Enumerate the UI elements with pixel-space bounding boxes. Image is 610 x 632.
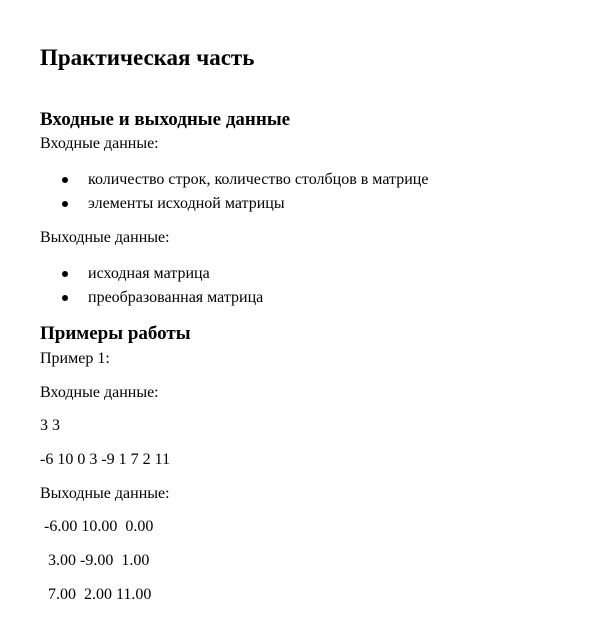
list-item-text: исходная матрица: [88, 265, 210, 282]
list-item: [0, 264, 610, 288]
example-output-label: Выходные данные:: [40, 485, 170, 502]
bullet-icon: [62, 177, 68, 183]
list-item: [0, 194, 610, 218]
io-section-heading: Входные и выходные данные: [40, 109, 291, 130]
output-matrix-row: -6.00 10.00 0.00: [40, 518, 154, 535]
input-data-label: Входные данные:: [40, 135, 159, 152]
input-data-list: [0, 170, 610, 218]
list-item: [0, 288, 610, 312]
list-item-text: преобразованная матрица: [88, 289, 264, 306]
output-data-label: Выходные данные:: [40, 229, 170, 246]
example-input-line: -6 10 0 3 -9 1 7 2 11: [40, 451, 171, 468]
bullet-icon: [62, 271, 68, 277]
example-input-line: 3 3: [40, 417, 60, 434]
example-label: Пример 1:: [40, 350, 110, 367]
bullet-icon: [62, 201, 68, 207]
list-item: [0, 170, 610, 194]
examples-section-heading: Примеры работы: [40, 323, 191, 344]
output-matrix-row: 7.00 2.00 11.00: [40, 586, 152, 603]
bullet-icon: [62, 295, 68, 301]
output-data-list: [0, 264, 610, 312]
page-title: Практическая часть: [40, 45, 255, 70]
example-input-label: Входные данные:: [40, 384, 159, 401]
output-matrix-row: 3.00 -9.00 1.00: [40, 552, 150, 569]
list-item-text: количество строк, количество столбцов в матрице: [88, 171, 429, 188]
list-item-text: элементы исходной матрицы: [88, 195, 285, 212]
